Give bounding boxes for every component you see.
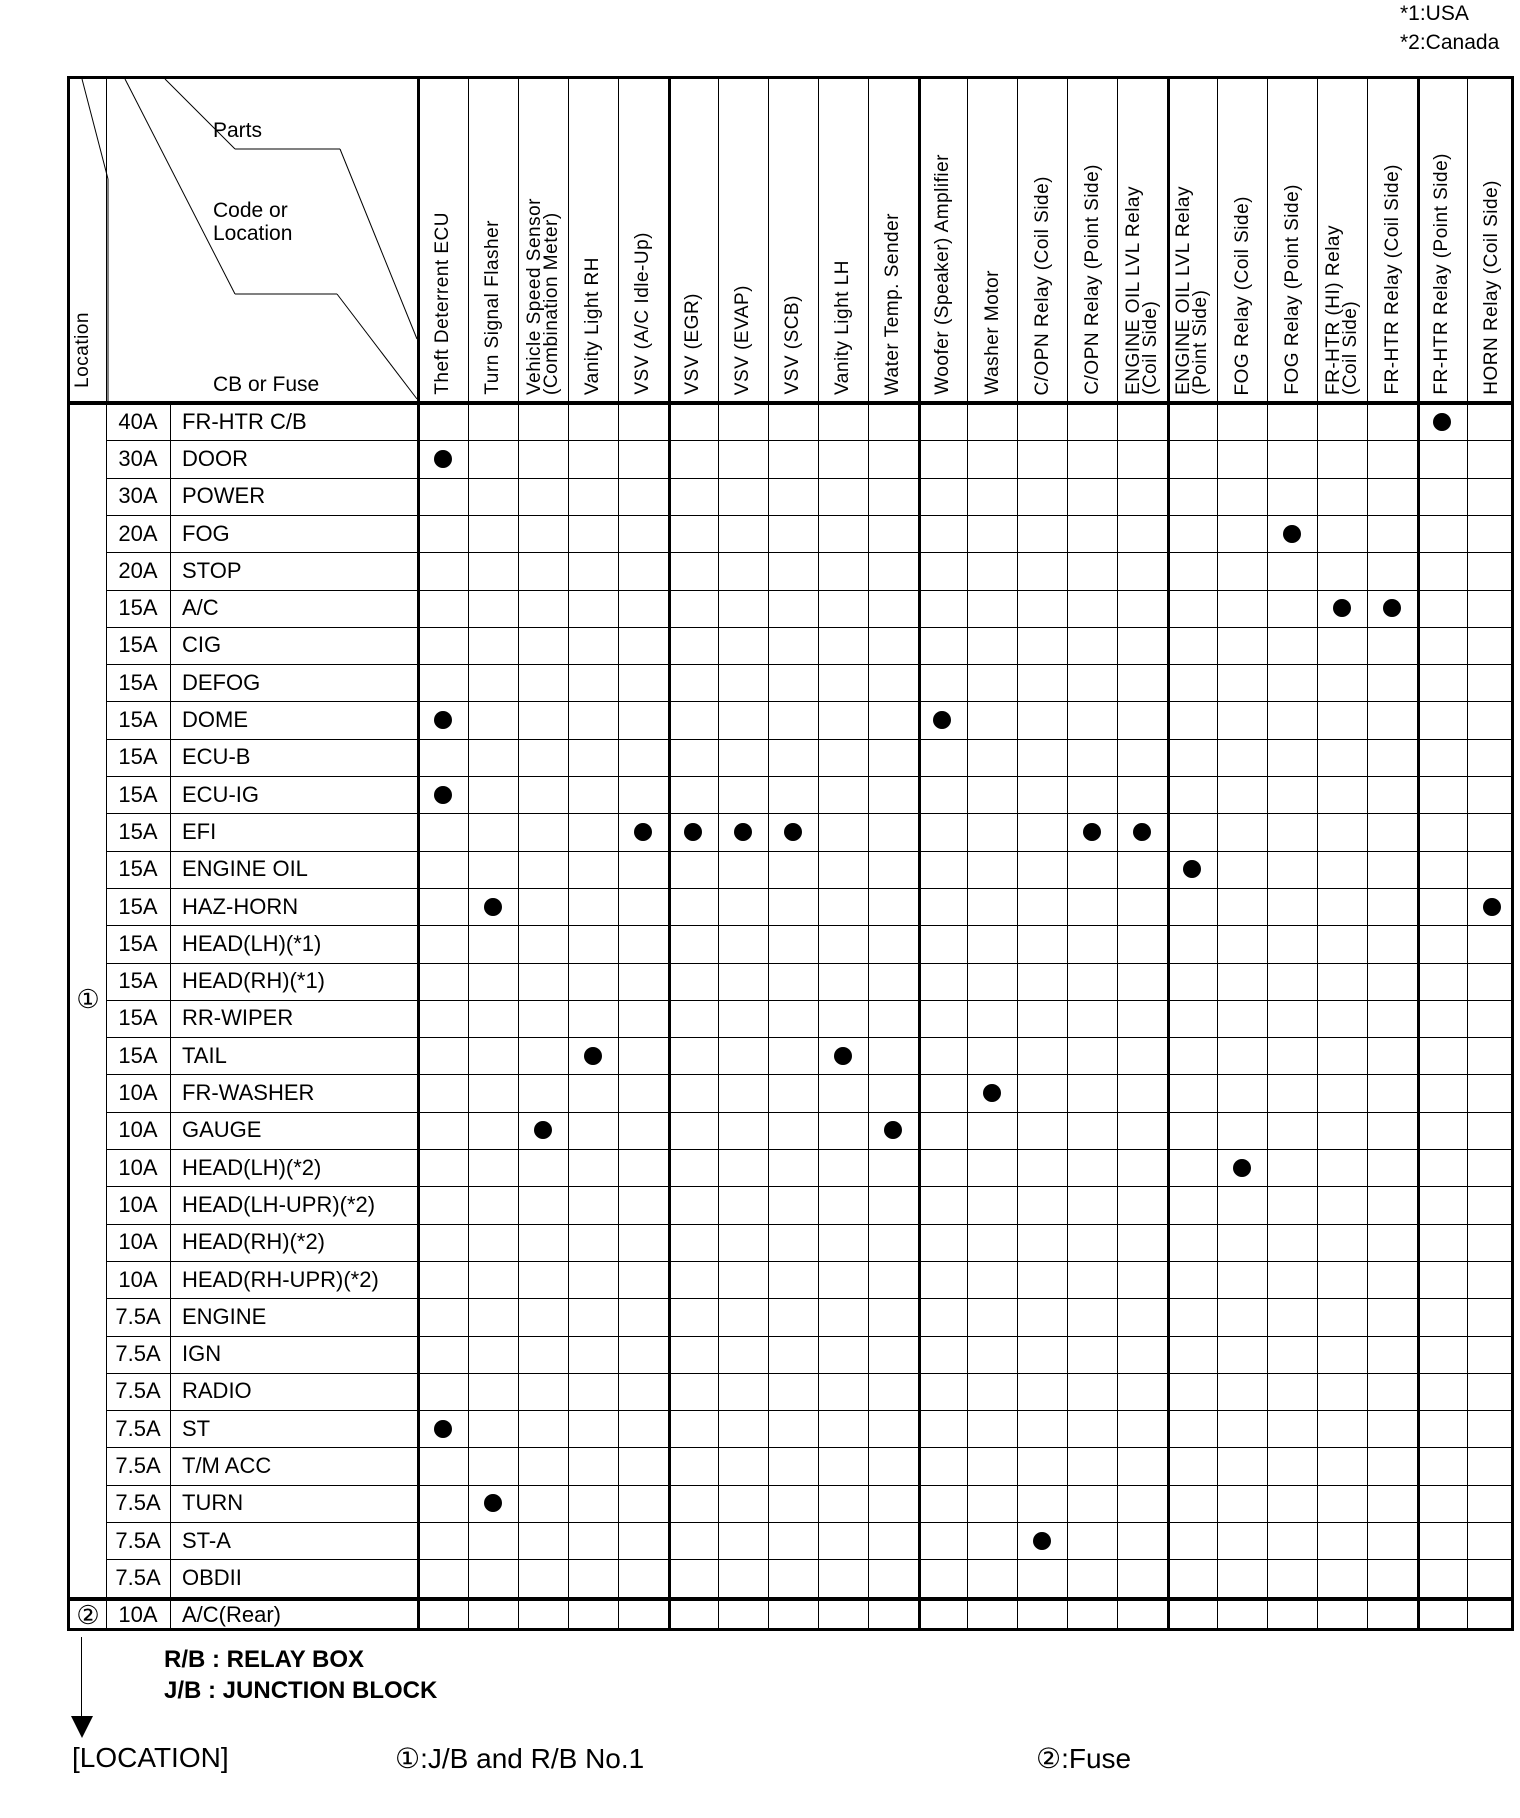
connection-dot xyxy=(434,450,452,468)
fuse-amperage: 10A xyxy=(118,1191,158,1217)
column-header-19 xyxy=(1367,79,1417,403)
location-2-marker: ② xyxy=(76,1599,100,1630)
fuse-amperage: 15A xyxy=(118,595,158,621)
column-header-label: FR-HTR Relay (Point Side) xyxy=(1431,153,1453,395)
fuse-name: ST-A xyxy=(182,1527,231,1553)
fuse-name: A/C xyxy=(182,595,219,621)
column-header-label: ENGINE OIL LVL Relay (Point Side) xyxy=(1173,186,1212,395)
fuse-amperage: 20A xyxy=(118,557,158,583)
fuse-name: STOP xyxy=(182,557,242,583)
location-title: [LOCATION] xyxy=(72,1742,229,1773)
fuse-name: GAUGE xyxy=(182,1117,262,1143)
connection-dot xyxy=(933,711,951,729)
fuse-amperage: 15A xyxy=(118,744,158,770)
column-header-1 xyxy=(468,79,518,403)
amp-column-divider xyxy=(170,403,171,1628)
connection-dot xyxy=(684,823,702,841)
column-header-3 xyxy=(568,79,618,403)
location-header: Location xyxy=(72,312,93,388)
connection-dot xyxy=(1183,860,1201,878)
fuse-amperage: 7.5A xyxy=(115,1378,161,1404)
column-header-16 xyxy=(1217,79,1267,403)
column-header-21 xyxy=(1467,79,1517,403)
fuse-name: DOOR xyxy=(182,445,248,471)
column-header-label: Water Temp. Sender xyxy=(882,212,904,395)
column-header-label: FR-HTR Relay (Coil Side) xyxy=(1381,164,1403,395)
column-header-8 xyxy=(818,79,868,403)
column-header-5 xyxy=(668,79,718,403)
location-2-description: ②:Fuse xyxy=(1036,1743,1132,1774)
location-1-description: ①:J/B and R/B No.1 xyxy=(395,1743,645,1774)
fuse-parts-table xyxy=(67,76,1514,1631)
fuse-amperage: 15A xyxy=(118,893,158,919)
fuse-name: ENGINE OIL xyxy=(182,856,308,882)
connection-dot xyxy=(1233,1159,1251,1177)
connection-dot xyxy=(1033,1532,1051,1550)
connection-dot xyxy=(734,823,752,841)
fuse-name: FOG xyxy=(182,520,230,546)
footnote-usa: *1:USA xyxy=(1400,2,1469,25)
fuse-amperage: 30A xyxy=(118,445,158,471)
legend-junction-block: J/B : JUNCTION BLOCK xyxy=(164,1677,438,1704)
fuse-name: HEAD(LH)(*1) xyxy=(182,930,322,956)
column-header-18 xyxy=(1317,79,1367,403)
fuse-amperage: 10A xyxy=(118,1266,158,1292)
column-header-label: Woofer (Speaker) Amplifier xyxy=(931,154,953,395)
fuse-amperage: 15A xyxy=(118,818,158,844)
connection-dot xyxy=(983,1084,1001,1102)
column-header-7 xyxy=(768,79,818,403)
fuse-amperage: 15A xyxy=(118,930,158,956)
fuse-amperage: 7.5A xyxy=(115,1490,161,1516)
fuse-name: FR-HTR C/B xyxy=(182,408,307,434)
parts-header: Parts xyxy=(213,119,263,142)
connection-dot xyxy=(534,1121,552,1139)
fuse-amperage: 10A xyxy=(118,1117,158,1143)
fuse-amperage: 7.5A xyxy=(115,1527,161,1553)
fuse-name: TAIL xyxy=(182,1042,227,1068)
fuse-amperage: 10A xyxy=(118,1080,158,1106)
fuse-amperage: 15A xyxy=(118,707,158,733)
column-header-label: FOG Relay (Point Side) xyxy=(1281,184,1303,395)
fuse-amperage: 10A xyxy=(118,1602,158,1628)
cb-fuse-header: CB or Fuse xyxy=(213,373,320,396)
location-1-marker: ① xyxy=(76,984,100,1015)
fuse-name: CIG xyxy=(182,632,222,658)
connection-dot xyxy=(484,898,502,916)
fuse-name: HEAD(RH-UPR)(*2) xyxy=(182,1266,379,1292)
fuse-name: HEAD(RH)(*2) xyxy=(182,1229,325,1255)
connection-dot xyxy=(1483,898,1501,916)
connection-dot xyxy=(1133,823,1151,841)
column-header-20 xyxy=(1417,79,1467,403)
column-header-0 xyxy=(418,79,468,403)
column-header-12 xyxy=(1017,79,1067,403)
fuse-name: DEFOG xyxy=(182,669,261,695)
connection-dot xyxy=(1283,525,1301,543)
code-location-header: Code or Location xyxy=(213,199,293,245)
column-header-label: Turn Signal Flasher xyxy=(482,220,504,395)
arrow-down-icon xyxy=(71,1716,93,1738)
fuse-name: ST xyxy=(182,1415,211,1441)
fuse-name: IGN xyxy=(182,1341,222,1367)
fuse-name: EFI xyxy=(182,818,217,844)
column-header-17 xyxy=(1267,79,1317,403)
connection-dot xyxy=(434,786,452,804)
connection-dot xyxy=(1083,823,1101,841)
fuse-name: HEAD(RH)(*1) xyxy=(182,968,325,994)
connection-dot xyxy=(884,1121,902,1139)
fuse-amperage: 20A xyxy=(118,520,158,546)
column-header-label: FR-HTR (HI) Relay (Coil Side) xyxy=(1323,225,1362,395)
footnote-canada: *2:Canada xyxy=(1400,31,1500,54)
fuse-name: RR-WIPER xyxy=(182,1005,294,1031)
fuse-amperage: 10A xyxy=(118,1154,158,1180)
fuse-amperage: 15A xyxy=(118,632,158,658)
fuse-name: HEAD(LH)(*2) xyxy=(182,1154,322,1180)
fuse-name: FR-WASHER xyxy=(182,1080,315,1106)
column-header-13 xyxy=(1067,79,1117,403)
fuse-amperage: 7.5A xyxy=(115,1303,161,1329)
connection-dot xyxy=(434,711,452,729)
connection-dot xyxy=(484,1494,502,1512)
column-header-label: Vanity Light LH xyxy=(832,260,854,395)
column-header-label: C/OPN Relay (Point Side) xyxy=(1081,164,1103,395)
fuse-name: T/M ACC xyxy=(182,1453,272,1479)
fuse-name: ECU-B xyxy=(182,744,251,770)
fuse-name: OBDII xyxy=(182,1564,242,1590)
fuse-name: TURN xyxy=(182,1490,244,1516)
column-header-label: HORN Relay (Coil Side) xyxy=(1481,180,1503,395)
fuse-amperage: 10A xyxy=(118,1229,158,1255)
fuse-amperage: 7.5A xyxy=(115,1564,161,1590)
fuse-amperage: 15A xyxy=(118,856,158,882)
connection-dot xyxy=(1383,599,1401,617)
column-header-11 xyxy=(967,79,1017,403)
fuse-name: HAZ-HORN xyxy=(182,893,299,919)
column-header-label: ENGINE OIL LVL Relay (Coil Side) xyxy=(1123,186,1162,395)
column-header-15 xyxy=(1167,79,1217,403)
connection-dot xyxy=(1333,599,1351,617)
column-header-2 xyxy=(518,79,568,403)
fuse-amperage: 15A xyxy=(118,781,158,807)
fuse-amperage: 7.5A xyxy=(115,1341,161,1367)
connection-dot xyxy=(834,1047,852,1065)
column-header-label: VSV (EVAP) xyxy=(732,284,754,395)
column-header-6 xyxy=(718,79,768,403)
column-header-label: FOG Relay (Coil Side) xyxy=(1231,195,1253,395)
fuse-amperage: 30A xyxy=(118,483,158,509)
column-header-10 xyxy=(918,79,968,403)
fuse-amperage: 15A xyxy=(118,1005,158,1031)
fuse-name: A/C(Rear) xyxy=(182,1602,282,1628)
connection-dot xyxy=(1433,413,1451,431)
fuse-amperage: 40A xyxy=(118,408,158,434)
fuse-name: POWER xyxy=(182,483,266,509)
column-header-9 xyxy=(868,79,918,403)
fuse-amperage: 15A xyxy=(118,669,158,695)
connection-dot xyxy=(784,823,802,841)
column-header-label: Vehicle Speed Sensor (Combination Meter) xyxy=(523,198,562,395)
column-header-label: C/OPN Relay (Coil Side) xyxy=(1031,175,1053,395)
column-header-14 xyxy=(1117,79,1167,403)
fuse-amperage: 15A xyxy=(118,968,158,994)
fuse-name: RADIO xyxy=(182,1378,252,1404)
legend-relay-box: R/B : RELAY BOX xyxy=(164,1646,365,1673)
fuse-name: HEAD(LH-UPR)(*2) xyxy=(182,1191,376,1217)
fuse-amperage: 7.5A xyxy=(115,1415,161,1441)
arrow-line xyxy=(81,1637,82,1727)
column-header-label: VSV (A/C Idle-Up) xyxy=(632,232,654,395)
connection-dot xyxy=(634,823,652,841)
column-header-label: Vanity Light RH xyxy=(582,256,604,395)
connection-dot xyxy=(584,1047,602,1065)
column-header-label: VSV (SCB) xyxy=(782,295,804,395)
fuse-amperage: 7.5A xyxy=(115,1453,161,1479)
fuse-amperage: 15A xyxy=(118,1042,158,1068)
connection-dot xyxy=(434,1420,452,1438)
fuse-name: ENGINE xyxy=(182,1303,267,1329)
column-header-label: Washer Motor xyxy=(981,270,1003,395)
fuse-name: ECU-IG xyxy=(182,781,259,807)
fuse-name: DOME xyxy=(182,707,248,733)
column-header-label: Theft Deterrent ECU xyxy=(432,212,454,395)
column-header-label: VSV (EGR) xyxy=(682,293,704,395)
column-header-4 xyxy=(618,79,668,403)
